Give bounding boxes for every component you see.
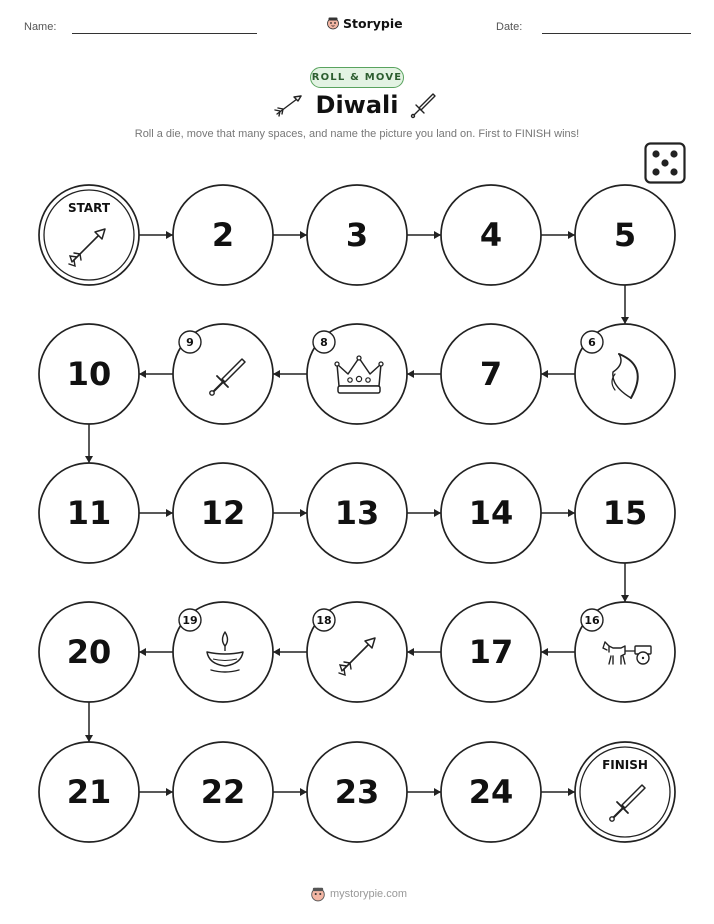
date-label: Date: (496, 21, 523, 33)
arrow-head (273, 648, 280, 656)
board-space[interactable] (173, 185, 273, 285)
finish-space[interactable] (575, 742, 675, 842)
game-type-badge: ROLL & MOVE (310, 67, 404, 88)
space-number: 19 (182, 614, 198, 627)
arrow-head (300, 231, 307, 239)
board-space[interactable] (441, 185, 541, 285)
arrow-head (166, 231, 173, 239)
arrow-head (139, 370, 146, 378)
space-number: 22 (200, 773, 246, 811)
arrow-head (273, 370, 280, 378)
arrow-head (166, 788, 173, 796)
space-number: 24 (468, 773, 514, 811)
arrow-head (407, 370, 414, 378)
arrow-head (568, 231, 575, 239)
board-space[interactable] (575, 463, 675, 563)
finish-label: FINISH (602, 758, 648, 772)
board-space[interactable] (575, 324, 675, 424)
board-space[interactable] (173, 602, 273, 702)
arrow-head (85, 456, 93, 463)
board-space[interactable] (575, 602, 675, 702)
footer (310, 886, 407, 902)
arrow-head (541, 648, 548, 656)
instructions: Roll a die, move that many spaces, and name the picture you land on. First to FINISH wins! (134, 128, 580, 140)
space-number: 12 (200, 494, 246, 532)
space-number: 16 (584, 614, 600, 627)
space-number: 6 (588, 336, 596, 349)
board-space[interactable] (173, 324, 273, 424)
space-number: 15 (602, 494, 648, 532)
footer-url[interactable]: mystorypie.com (330, 888, 408, 900)
start-space[interactable] (39, 185, 139, 285)
board-space[interactable] (441, 463, 541, 563)
storypie-mascot-icon (310, 886, 326, 902)
arrow-head (166, 509, 173, 517)
arrow-head (568, 788, 575, 796)
arrow-head (300, 509, 307, 517)
space-number: 8 (320, 336, 328, 349)
page-title: Diwali (315, 91, 399, 119)
board-space[interactable] (307, 185, 407, 285)
board-space[interactable] (307, 463, 407, 563)
board-space[interactable] (39, 324, 139, 424)
space-number: 23 (334, 773, 380, 811)
board-space[interactable] (39, 602, 139, 702)
board-space[interactable] (39, 463, 139, 563)
space-number: 13 (334, 494, 380, 532)
board-space[interactable] (39, 742, 139, 842)
board-space[interactable] (307, 602, 407, 702)
board-space[interactable] (441, 602, 541, 702)
arrow-head (407, 648, 414, 656)
space-number: 14 (468, 494, 514, 532)
space-number: 17 (468, 633, 514, 671)
space-number: 5 (613, 216, 637, 254)
space-number: 7 (479, 355, 503, 393)
board-space[interactable] (173, 463, 273, 563)
board-space[interactable] (307, 742, 407, 842)
space-number: 11 (66, 494, 112, 532)
space-number: 20 (66, 633, 112, 671)
space-number: 10 (66, 355, 112, 393)
arrow-head (434, 788, 441, 796)
arrow-head (85, 735, 93, 742)
space-number: 18 (316, 614, 332, 627)
space-number: 9 (186, 336, 194, 349)
board-space[interactable] (441, 324, 541, 424)
space-number: 4 (479, 216, 503, 254)
board-space[interactable] (441, 742, 541, 842)
start-label: START (67, 201, 111, 215)
board-space[interactable] (575, 185, 675, 285)
arrow-head (621, 317, 629, 324)
arrow-head (434, 231, 441, 239)
space-number: 21 (66, 773, 112, 811)
board-space[interactable] (173, 742, 273, 842)
brand-name: Storypie (343, 15, 403, 31)
name-label: Name: (24, 21, 57, 33)
space-number: 3 (345, 216, 369, 254)
arrow-head (541, 370, 548, 378)
space-number: 2 (211, 216, 235, 254)
board-space[interactable] (307, 324, 407, 424)
arrow-head (139, 648, 146, 656)
arrow-head (434, 509, 441, 517)
arrow-head (568, 509, 575, 517)
arrow-head (621, 595, 629, 602)
arrow-head (300, 788, 307, 796)
